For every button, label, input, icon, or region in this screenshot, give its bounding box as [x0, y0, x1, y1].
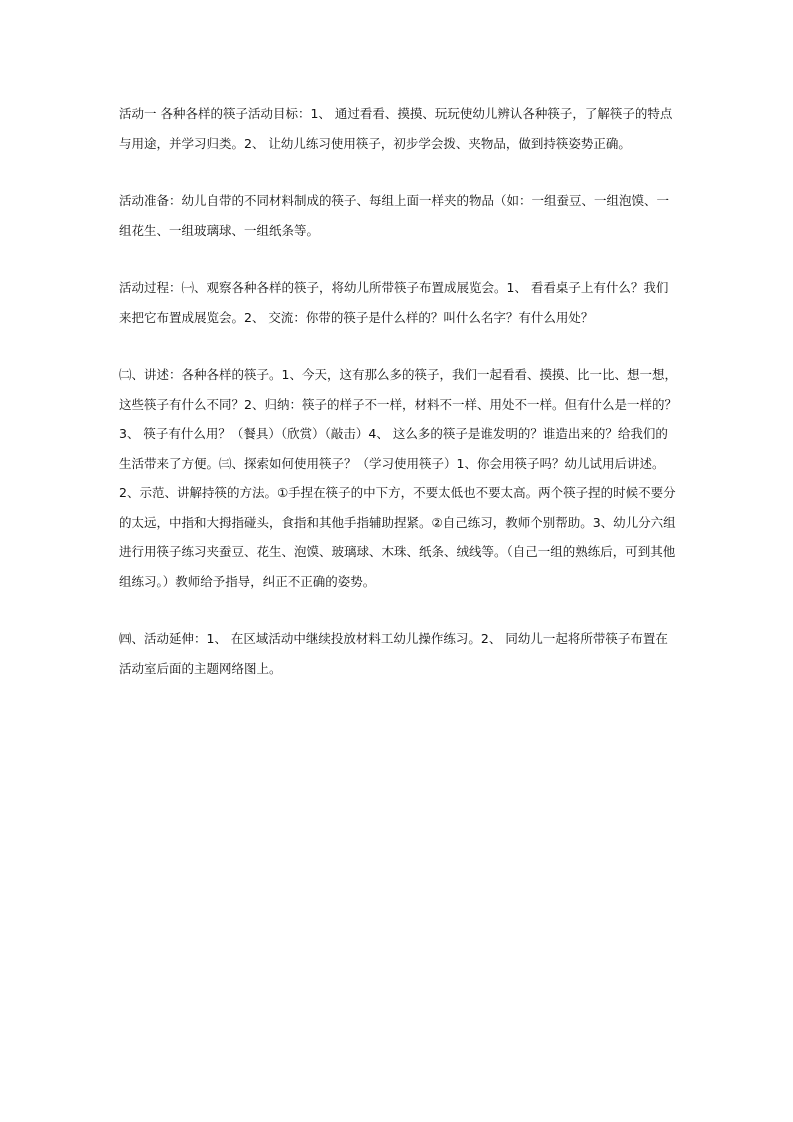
paragraph-narration-and-practice: ㈡、讲述：各种各样的筷子。1、今天，这有那么多的筷子，我们一起看看、摸摸、比一比、想一想，这些筷子有什么不同？2、归纳：筷子的样子不一样，材料不一样、用处不一样。但有什么是一样的？3、 筷子有什么用？（餐具）（欣赏）（敲击）4、 这么多的筷子是谁发明的？谁造出来的？给我们的生活带来了方便。㈢、探索如何使用筷子？（学习使用筷子）1、你会用筷子吗？幼儿试用后讲述。2、示范、讲解持筷的方法。①手捏在筷子的中下方，不要太低也不要太高。两个筷子捏的时候不要分的太远，中指和大拇指碰头，食指和其他手指辅助捏紧。②自己练习，教师个别帮助。3、幼儿分六组进行用筷子练习夹蚕豆、花生、泡馍、玻璃球、木珠、纸条、绒线等。（自己一组的熟练后，可到其他组练习。）教师给予指导，纠正不正确的姿势。 [119, 367, 677, 589]
document-body [119, 99, 679, 683]
paragraph-activity-extension: ㈣、活动延伸：1、 在区域活动中继续投放材料工幼儿操作练习。2、 同幼儿一起将所带筷子布置在活动室后面的主题网络图上。 [119, 631, 668, 676]
paragraph-activity-preparation: 活动准备：幼儿自带的不同材料制成的筷子、每组上面一样夹的物品（如：一组蚕豆、一组泡馍、一组花生、一组玻璃球、一组纸条等。 [119, 193, 670, 238]
paragraph-gap [119, 332, 679, 360]
paragraph-activity-process: 活动过程：㈠、观察各种各样的筷子，将幼儿所带筷子布置成展览会。1、 看看桌子上有什么？我们来把它布置成展览会。2、 交流：你带的筷子是什么样的？叫什么名字？有什么用处？ [119, 280, 669, 325]
paragraph-gap [119, 245, 679, 273]
paragraph-gap [119, 158, 679, 186]
paragraph-gap [119, 596, 679, 624]
paragraph-activity-goals: 活动一 各种各样的筷子活动目标：1、 通过看看、摸摸、玩玩使幼儿辨认各种筷子，了解筷子的特点与用途，并学习归类。2、 让幼儿练习使用筷子，初步学会拨、夹物品，做到持筷姿势正确。 [119, 106, 673, 151]
